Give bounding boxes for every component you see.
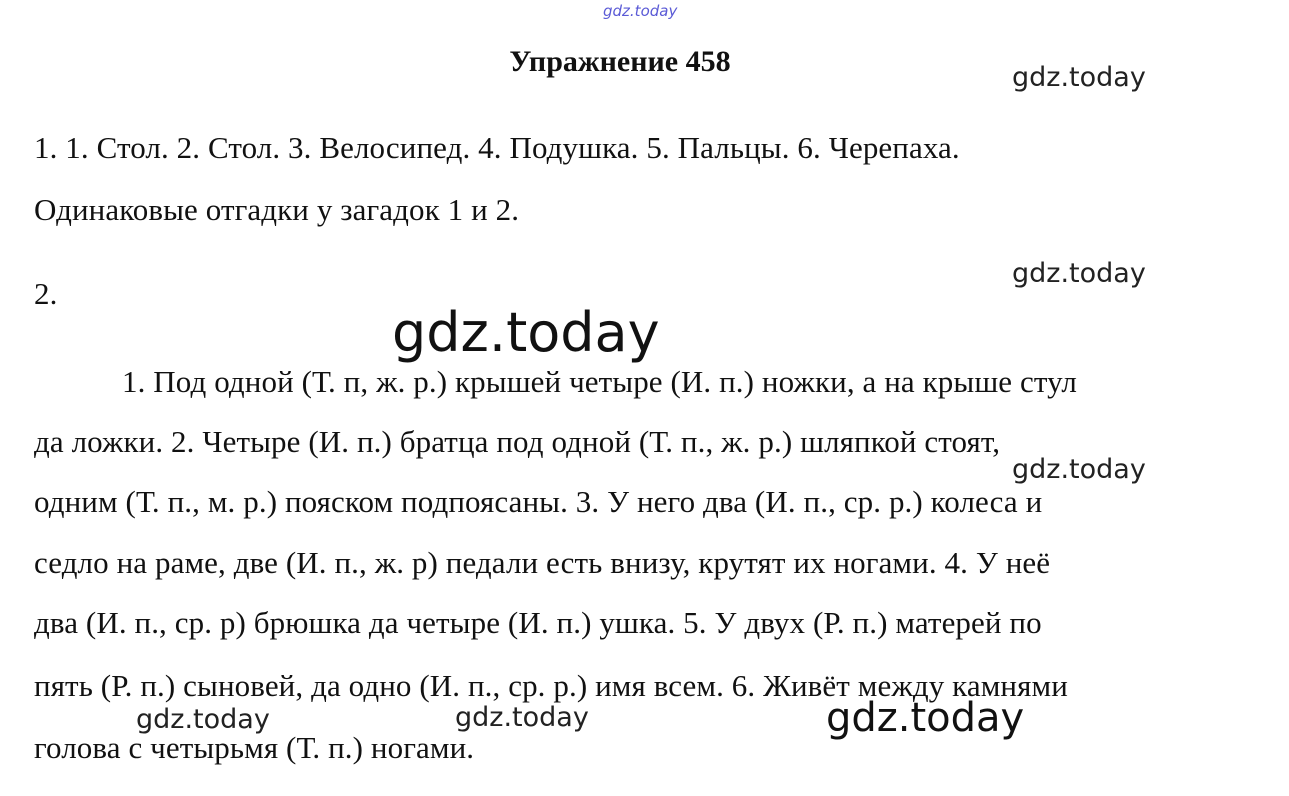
- answer-1-line-2: Одинаковые отгадки у загадок 1 и 2.: [34, 192, 520, 227]
- answer-2-line-1: 1. Под одной (Т. п, ж. р.) крышей четыре (И. п.) ножки, а на крыше стул: [122, 364, 1077, 399]
- watermark-big-center: gdz.today: [392, 301, 660, 364]
- answer-2-line-6: пять (Р. п.) сыновей, да одно (И. п., ср. р.) имя всем. 6. Живёт между камнями: [34, 668, 1068, 703]
- watermark-top: gdz.today: [603, 2, 678, 20]
- exercise-title: Упражнение 458: [509, 45, 731, 78]
- watermark-bottom-right: gdz.today: [826, 695, 1025, 741]
- watermark-bottom-left: gdz.today: [136, 704, 270, 735]
- answer-2-line-3: одним (Т. п., м. р.) пояском подпоясаны. 3. У него два (И. п., ср. р.) колеса и: [34, 484, 1043, 519]
- answer-2-line-4: седло на раме, две (И. п., ж. р) педали есть внизу, крутят их ногами. 4. У неё: [34, 545, 1051, 580]
- watermark-right-1: gdz.today: [1012, 62, 1146, 93]
- answer-1-line-1: 1. 1. Стол. 2. Стол. 3. Велосипед. 4. Подушка. 5. Пальцы. 6. Черепаха.: [34, 130, 960, 165]
- answer-2-line-5: два (И. п., ср. р) брюшка да четыре (И. п.) ушка. 5. У двух (Р. п.) матерей по: [34, 605, 1042, 640]
- watermark-right-2: gdz.today: [1012, 258, 1146, 289]
- answer-2-line-2: да ложки. 2. Четыре (И. п.) братца под одной (Т. п., ж. р.) шляпкой стоят,: [34, 424, 1001, 459]
- watermark-right-3: gdz.today: [1012, 454, 1146, 485]
- answer-2-line-7: голова с четырьмя (Т. п.) ногами.: [34, 730, 475, 765]
- watermark-bottom-mid: gdz.today: [455, 702, 589, 733]
- answer-2-number: 2.: [34, 276, 58, 311]
